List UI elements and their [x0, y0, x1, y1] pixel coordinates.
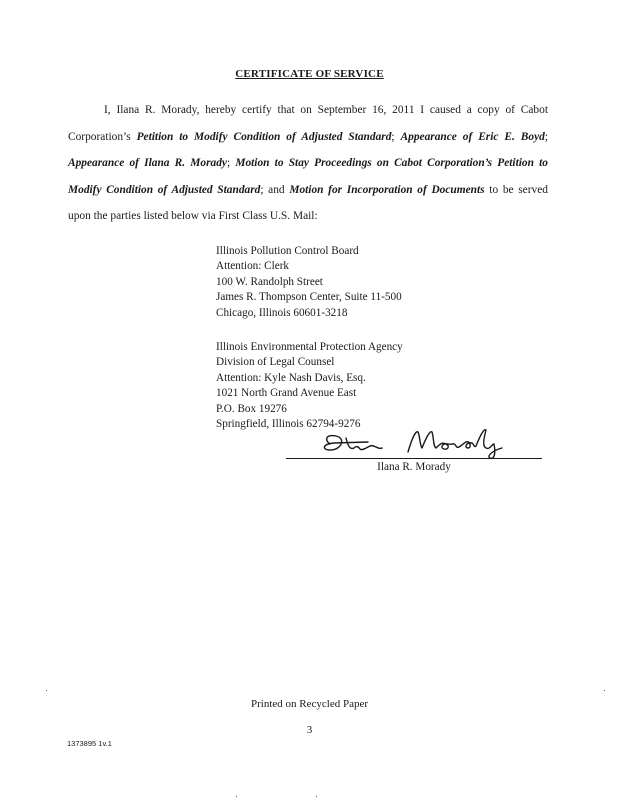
- document-title-motion-stay: Motion to Stay Proceedings on Cabot Corporation’s Petition to Modify Condition of Adjusted Standard: [68, 157, 548, 196]
- scan-speck: [46, 690, 47, 691]
- separator: ; and: [260, 183, 290, 196]
- separator: ;: [391, 130, 401, 143]
- page-number: 3: [306, 724, 313, 736]
- page-title: CERTIFICATE OF SERVICE: [235, 68, 384, 80]
- address-line: P.O. Box 19276: [216, 402, 287, 415]
- certification-paragraph: [68, 97, 548, 230]
- document-id: 1373895 1v.1: [67, 739, 112, 748]
- closing-text: to be served upon the parties listed below via First Class U.S. Mail:: [68, 183, 548, 222]
- handwritten-signature: [316, 424, 516, 460]
- address-line: Illinois Pollution Control Board: [216, 245, 359, 257]
- address-line: Attention: Clerk: [216, 260, 290, 273]
- address-line: Illinois Environmental Protection Agency: [216, 341, 403, 353]
- address-line: Attention: Kyle Nash Davis, Esq.: [216, 371, 366, 384]
- address-line: Springfield, Illinois 62794-9276: [216, 418, 361, 431]
- signature-line: [286, 458, 542, 459]
- address-line: Chicago, Illinois 60601-3218: [216, 306, 348, 319]
- address-line: James R. Thompson Center, Suite 11-500: [216, 291, 402, 304]
- recipient-address-pollution-board: [216, 244, 402, 321]
- document-title-petition: Petition to Modify Condition of Adjusted Standard: [136, 130, 392, 143]
- separator: ;: [544, 130, 548, 143]
- scan-speck: [236, 796, 237, 797]
- address-line: 100 W. Randolph Street: [216, 275, 323, 288]
- recycled-paper-note: Printed on Recycled Paper: [251, 698, 368, 710]
- address-line: Division of Legal Counsel: [216, 356, 335, 369]
- document-title-appearance-boyd: Appearance of Eric E. Boyd: [400, 130, 545, 143]
- recipient-address-epa: [216, 340, 403, 432]
- address-line: 1021 North Grand Avenue East: [216, 387, 357, 400]
- signer-name: Ilana R. Morady: [377, 461, 451, 473]
- scan-speck: [604, 690, 605, 691]
- intro-text: I, Ilana R. Morady, hereby certify that on September 16, 2011 I caused a copy of Cabot Corporation’s: [68, 104, 548, 143]
- document-title-motion-incorporation: Motion for Incorporation of Documents: [289, 183, 485, 196]
- separator: ;: [226, 157, 236, 169]
- scan-speck: [316, 796, 317, 797]
- document-title-appearance-morady: Appearance of Ilana R. Morady: [68, 157, 227, 169]
- signature-block: [286, 424, 542, 474]
